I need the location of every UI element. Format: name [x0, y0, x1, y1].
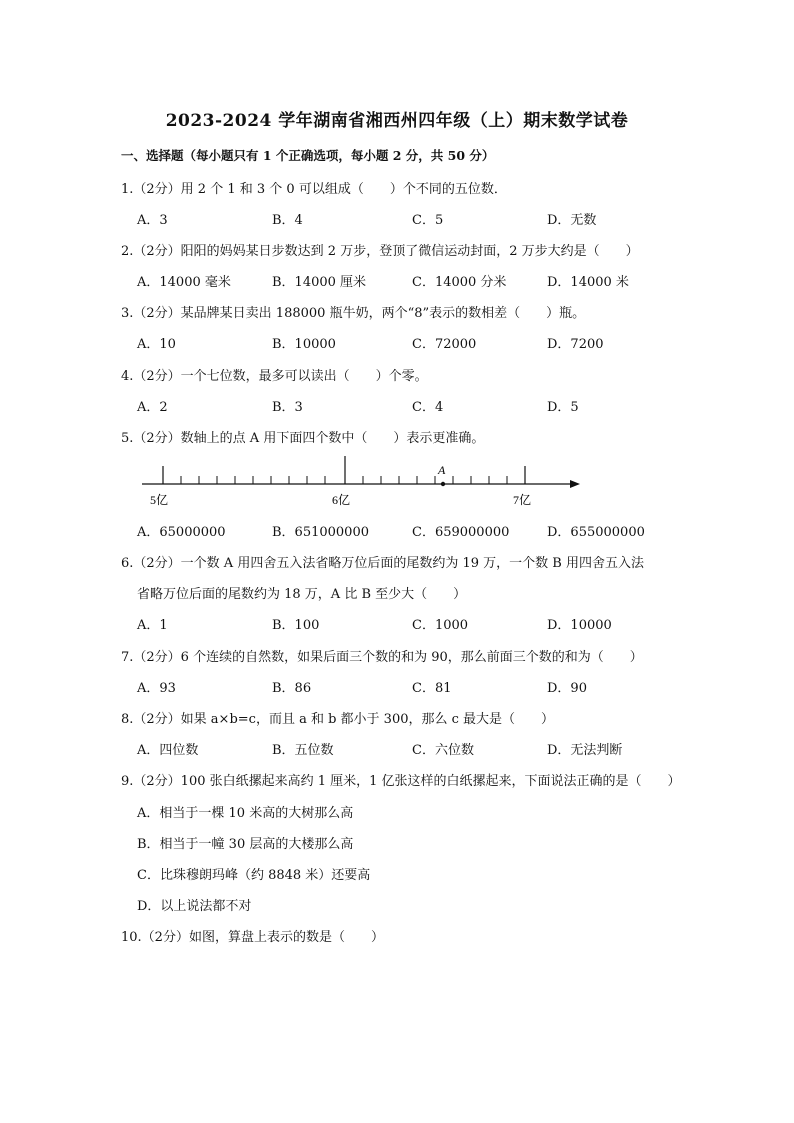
question-10: 10.（2分）如图，算盘上表示的数是（ ） [121, 930, 384, 945]
q9-option-d: D．以上说法都不对 [137, 899, 252, 914]
question-3: 3.（2分）某品牌某日卖出 188000 瓶牛奶，两个“8”表示的数相差（ ）瓶。 [121, 306, 586, 321]
q5-option-c: C．659000000 [412, 525, 510, 540]
q9-option-a: A．相当于一棵 10 米高的大树那么高 [137, 806, 354, 821]
q4-option-a: A．2 [137, 400, 168, 415]
point-a-dot [441, 482, 445, 486]
q4-option-b: B．3 [272, 400, 303, 415]
q9-option-c: C．比珠穆朗玛峰（约 8848 米）还要高 [137, 868, 371, 883]
q1-option-a: A．3 [137, 213, 168, 228]
question-1: 1.（2分）用 2 个 1 和 3 个 0 可以组成（ ）个不同的五位数． [121, 182, 507, 197]
q3-option-a: A．10 [137, 337, 176, 352]
q6-option-a: A．1 [137, 618, 168, 633]
axis-label-5: 5亿 [150, 493, 169, 507]
q5-option-a: A．65000000 [137, 525, 226, 540]
axis-arrow [570, 480, 580, 488]
q4-option-c: C．4 [412, 400, 444, 415]
q8-option-d: D．无法判断 [547, 743, 623, 758]
q3-option-b: B．10000 [272, 337, 336, 352]
q7-option-a: A．93 [137, 681, 176, 696]
q1-option-d: D．无数 [547, 213, 597, 228]
point-a-label: A [438, 463, 446, 477]
question-5: 5.（2分）数轴上的点 A 用下面四个数中（ ）表示更准确。 [121, 431, 485, 446]
question-6-line-2: 省略万位后面的尾数约为 18 万，A 比 B 至少大（ ） [137, 587, 467, 602]
q6-option-b: B．100 [272, 618, 320, 633]
q7-option-b: B．86 [272, 681, 312, 696]
q1-option-c: C．5 [412, 213, 444, 228]
number-line-svg [140, 452, 590, 516]
question-9: 9.（2分）100 张白纸摞起来高约 1 厘米，1 亿张这样的白纸摞起来，下面说法正确的是（ ） [121, 774, 681, 789]
q7-option-c: C．81 [412, 681, 452, 696]
axis-label-7: 7亿 [513, 493, 532, 507]
question-2: 2.（2分）阳阳的妈妈某日步数达到 2 万步，登顶了微信运动封面，2 万步大约是（ ） [121, 244, 639, 259]
q2-option-d: D．14000 米 [547, 275, 629, 290]
question-7: 7.（2分）6 个连续的自然数，如果后面三个数的和为 90，那么前面三个数的和为（ ） [121, 650, 643, 665]
q5-option-b: B．651000000 [272, 525, 369, 540]
q4-option-d: D．5 [547, 400, 579, 415]
q2-option-b: B．14000 厘米 [272, 275, 367, 290]
section-heading: 一、选择题（每小题只有 1 个正确选项，每小题 2 分，共 50 分） [121, 148, 495, 163]
q2-option-a: A．14000 毫米 [137, 275, 231, 290]
q6-option-d: D．10000 [547, 618, 612, 633]
q5-option-d: D．655000000 [547, 525, 645, 540]
q3-option-c: C．72000 [412, 337, 477, 352]
axis-label-6: 6亿 [332, 493, 351, 507]
q8-option-c: C．六位数 [412, 743, 474, 758]
page-title: 2023-2024 学年湖南省湘西州四年级（上）期末数学试卷 [165, 111, 629, 131]
q1-option-b: B．4 [272, 213, 303, 228]
question-8: 8.（2分）如果 a×b=c，而且 a 和 b 都小于 300，那么 c 最大是（ ） [121, 712, 555, 727]
q6-option-c: C．1000 [412, 618, 469, 633]
q9-option-b: B．相当于一幢 30 层高的大楼那么高 [137, 837, 354, 852]
q7-option-d: D．90 [547, 681, 587, 696]
q8-option-b: B．五位数 [272, 743, 334, 758]
number-line-figure [140, 452, 590, 520]
question-4: 4.（2分）一个七位数，最多可以读出（ ）个零。 [121, 369, 428, 384]
question-6-line-1: 6.（2分）一个数 A 用四舍五入法省略万位后面的尾数约为 19 万，一个数 B 用四舍五入法 [121, 556, 644, 571]
q3-option-d: D．7200 [547, 337, 604, 352]
q8-option-a: A．四位数 [137, 743, 199, 758]
q2-option-c: C．14000 分米 [412, 275, 507, 290]
